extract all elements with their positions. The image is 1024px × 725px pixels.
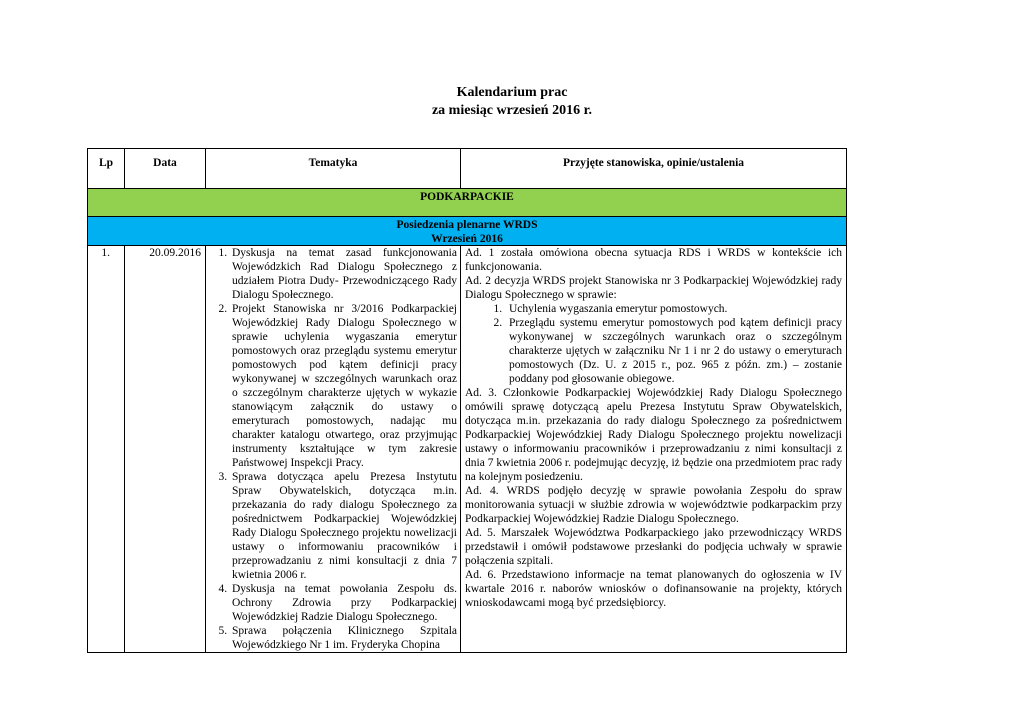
decision-ad2-list [465,302,842,386]
decision-ad2: Ad. 2 decyzja WRDS projekt Stanowiska nr 3 Podkarpackiej Wojewódzkiej rady Dialogu Społecznego w sprawie: [465,275,842,301]
row-lp: 1. [88,246,125,653]
decision-ad1: Ad. 1 została omówiona obecna sytuacja RDS i WRDS w kontekście ich funkcjonowania. [465,247,842,273]
header-topics: Tematyka [206,149,461,189]
topic-item: 2. Projekt Stanowiska nr 3/2016 Podkarpackiej Wojewódzkiej Rady Dialogu Społecznego w sprawie uchylenia wygaszania emerytur pomostowych oraz przeglądu systemu emerytur pomostowych pod kątem definicji pracy wykonywanej w szczególnych warunkach oraz o szczególnym charakterze ujętych w wykazie stanowiącym załącznik do ustawy o emeryturach pomostowych, nadając mu charakter katalogu otwartego, oraz przyjmując instrumenty kształtujące w tym zakresie Państwowej Inspekcji Pracy. [230,302,457,470]
topic-item: 1. Dyskusja na temat zasad funkcjonowania Wojewódzkich Rad Dialogu Społecznego z udziałem Piotra Dudy- Przewodniczącego Rady Dialogu Społecznego. [230,246,457,302]
calendar-table [87,148,847,653]
table-header-row [88,149,847,189]
header-decisions: Przyjęte stanowiska, opinie/ustalenia [461,149,847,189]
session-title: Posiedzenia plenarne WRDS [396,219,538,231]
document-title: Kalendarium prac [456,85,568,100]
header-lp: Lp [88,149,125,189]
decision-ad4: Ad. 4. WRDS podjęło decyzję w sprawie powołania Zespołu do spraw monitorowania sytuacji w służbie zdrowia w województwie podkarpackim przy Podkarpackiej Wojewódzkiej Radzie Dialogu Społecznego. [465,485,842,525]
topic-item: 4. Dyskusja na temat powołania Zespołu ds. Ochrony Zdrowia przy Podkarpackiej Wojewódzkiej Radzie Dialogu Społecznego. [230,582,457,624]
topics-list [206,246,460,652]
session-row [88,217,847,246]
topic-item: 5. Sprawa połączenia Klinicznego Szpitala Wojewódzkiego Nr 1 im. Fryderyka Chopina [230,624,457,652]
decision-ad2-item: 2. Przeglądu systemu emerytur pomostowych pod kątem definicji pracy wykonywanej w szczególnych warunkach oraz o szczególnym charakterze ujętych w załączniku Nr 1 i nr 2 do ustawy o emeryturach pomostowych (Dz. U. z 2015 r., poz. 965 z późn. zm.) – zostanie poddany pod głosowanie obiegowe. [505,316,842,386]
document-subtitle: za miesiąc wrzesień 2016 r. [431,103,593,118]
decision-ad5: Ad. 5. Marszałek Województwa Podkarpackiego jako przewodniczący WRDS przedstawił i omówił podstawowe przesłanki do podjęcia uchwały w sprawie połączenia szpitali. [465,527,842,567]
row-date: 20.09.2016 [125,246,206,653]
table-row [88,246,847,653]
header-date: Data [125,149,206,189]
session-month: Wrzesień 2016 [431,233,503,245]
decision-ad6: Ad. 6. Przedstawiono informacje na temat planowanych do ogłoszenia w IV kwartale 2016 r. naborów wniosków o dofinansowanie na projekty, których wnioskodawcami mogą być przedsiębiorcy. [465,569,842,609]
decision-ad2-item: 1. Uchylenia wygaszania emerytur pomostowych. [505,302,842,316]
region-row [88,189,847,217]
row-decisions [461,246,847,653]
region-label: PODKARPACKIE [420,191,514,203]
topic-item: 3. Sprawa dotycząca apelu Prezesa Instytutu Spraw Obywatelskich, dotycząca m.in. przekazania do rady dialogu Społecznego za pośrednictwem Podkarpackiej Wojewódzkiej Rady Dialogu Społecznego projektu nowelizacji ustawy o informowaniu pracowników i przeprowadzaniu z nimi konsultacji z dnia 7 kwietnia 2006 r. [230,470,457,582]
decision-ad3: Ad. 3. Członkowie Podkarpackiej Wojewódzkiej Rady Dialogu Społecznego omówili sprawę dotyczącą apelu Prezesa Instytutu Spraw Obywatelskich, dotycząca m.in. przekazania do rady dialogu Społecznego za pośrednictwem Podkarpackiej Wojewódzkiej Rady Dialogu Społecznego projektu nowelizacji ustawy o informowaniu pracowników i przeprowadzaniu z nimi konsultacji z dnia 7 kwietnia 2006 r. podejmując decyzję, iż będzie ona przedmiotem prac rady na kolejnym posiedzeniu. [465,387,842,483]
row-topics [206,246,461,653]
